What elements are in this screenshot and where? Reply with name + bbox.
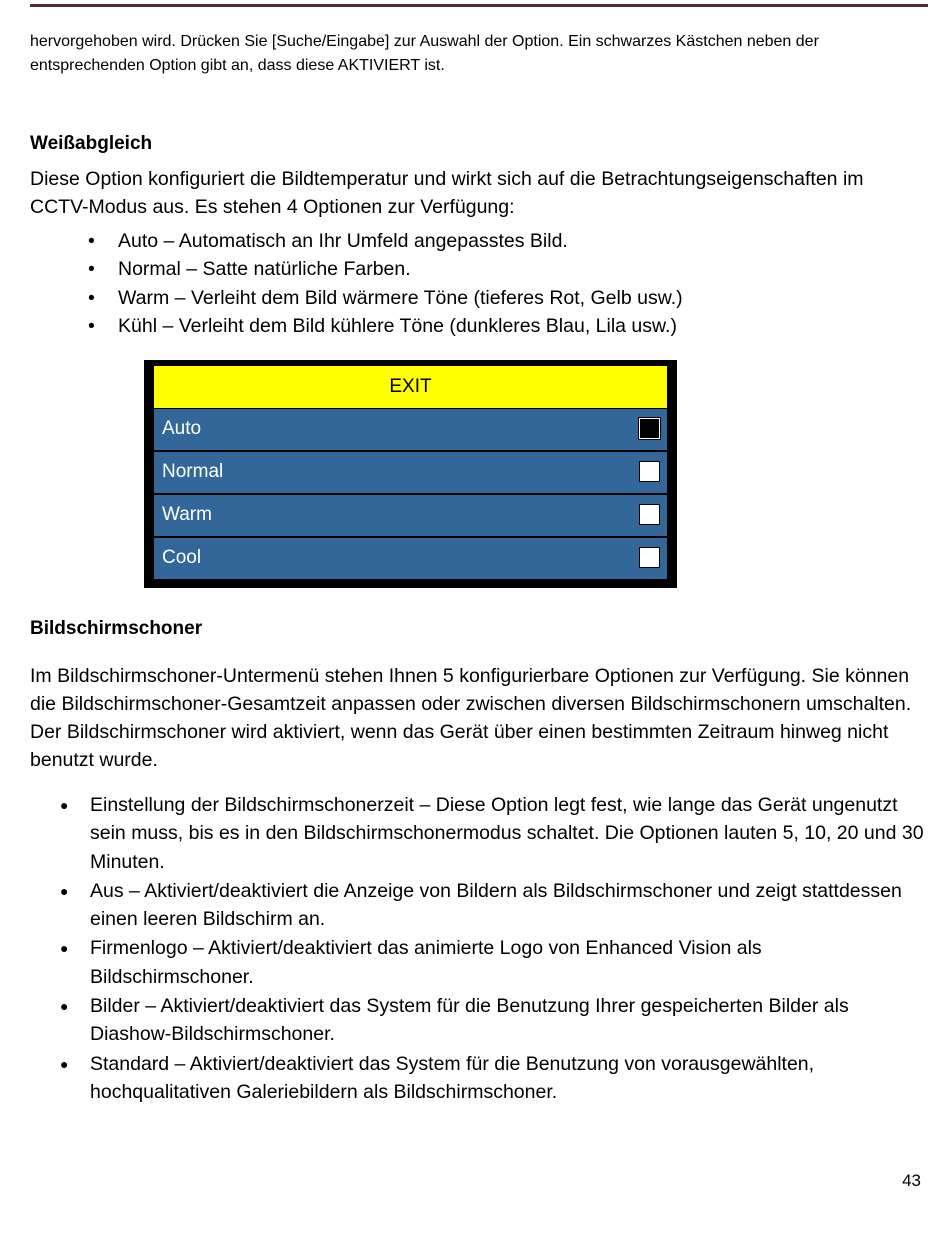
checkbox[interactable] [639, 418, 660, 439]
menu-item-cool[interactable] [154, 538, 667, 579]
page-number: 43 [902, 1171, 921, 1190]
white-balance-paragraph: Diese Option konfiguriert die Bildtemperatur und wirkt sich auf die Betrachtungseigenschaften im CCTV-Modus aus. Es stehen 4 Optionen zur Verfügung: [30, 168, 864, 218]
menu-item-label: Normal [162, 461, 224, 482]
menu-item-label: Warm [162, 504, 212, 525]
checkbox[interactable] [639, 547, 660, 568]
list-item: • Auto – Automatisch an Ihr Umfeld angepasstes Bild. [88, 227, 683, 255]
list-item: ● Bilder – Aktiviert/deaktiviert das System für die Benutzung Ihrer gespeicherten Bilder als Diashow-Bildschirmschoner. [58, 992, 928, 1049]
menu-item-label: Cool [162, 547, 202, 568]
screensaver-list [58, 791, 928, 1107]
list-item: ● Firmenlogo – Aktiviert/deaktiviert das animierte Logo von Enhanced Vision als Bildschirmschoner. [58, 934, 928, 991]
list-item: • Kühl – Verleiht dem Bild kühlere Töne (dunkleres Blau, Lila usw.) [88, 312, 683, 340]
checkbox[interactable] [639, 504, 660, 525]
white-balance-list [88, 227, 683, 340]
exit-button[interactable]: EXIT [154, 366, 667, 408]
list-item: ● Aus – Aktiviert/deaktiviert die Anzeige von Bildern als Bildschirmschoner und zeigt stattdessen einen leeren Bildschirm an. [58, 877, 928, 934]
intro-paragraph: hervorgehoben wird. Drücken Sie [Suche/Eingabe] zur Auswahl der Option. Ein schwarzes Kästchen neben der entsprechenden Option gibt an, dass diese AKTIVIERT ist. [30, 33, 819, 74]
list-item: ● Standard – Aktiviert/deaktiviert das System für die Benutzung von vorausgewählten, hochqualitativen Galeriebildern als Bildschirmschoner. [58, 1050, 928, 1107]
white-balance-menu [144, 360, 677, 588]
white-balance-heading: Weißabgleich [30, 133, 153, 154]
menu-item-auto[interactable] [154, 409, 667, 450]
list-item: • Normal – Satte natürliche Farben. [88, 255, 683, 283]
list-item: ● Einstellung der Bildschirmschonerzeit – Diese Option legt fest, wie lange das Gerät ungenutzt sein muss, bis es in den Bildschirmschonermodus schaltet. Die Optionen lauten 5, 10, 20 und 30 Minuten. [58, 791, 928, 876]
screensaver-paragraph: Im Bildschirmschoner-Untermenü stehen Ihnen 5 konfigurierbare Optionen zur Verfügung. Sie können die Bildschirmschoner-Gesamtzeit anpassen oder zwischen diversen Bildschirmschonern umschalten. Der Bildschirmschoner wird aktiviert, wenn das Gerät über einen bestimmten Zeitraum hinweg nicht benutzt wurde. [30, 665, 912, 771]
checkbox[interactable] [639, 461, 660, 482]
menu-item-normal[interactable] [154, 452, 667, 493]
list-item: • Warm – Verleiht dem Bild wärmere Töne (tieferes Rot, Gelb usw.) [88, 284, 683, 312]
menu-item-warm[interactable] [154, 495, 667, 536]
header-rule [30, 4, 928, 7]
menu-item-label: Auto [162, 418, 202, 439]
screensaver-heading: Bildschirmschoner [30, 618, 203, 639]
